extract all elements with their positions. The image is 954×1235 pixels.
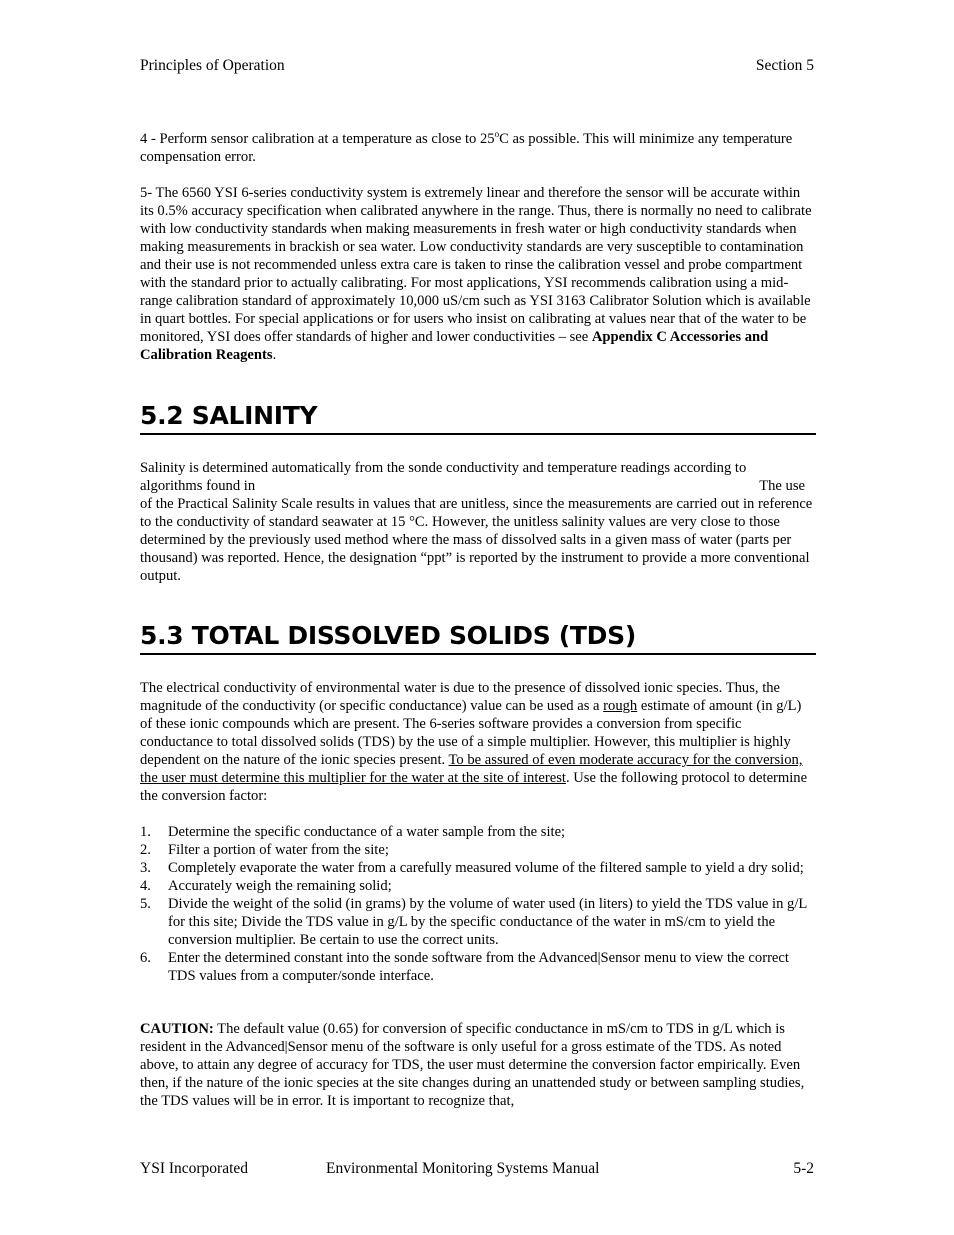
list-item bbox=[140, 877, 814, 895]
underlined-accuracy-note: To be assured of even moderate accuracy for the conversion, the user must determine this multiplier for the water at the site of interest bbox=[140, 752, 803, 786]
paragraph-salinity bbox=[140, 459, 814, 585]
list-item bbox=[140, 841, 814, 859]
paragraph-caution bbox=[140, 1020, 814, 1110]
header-title: Principles of Operation bbox=[140, 57, 285, 74]
list-text: Accurately weigh the remaining solid; bbox=[168, 878, 392, 894]
list-item bbox=[140, 895, 814, 949]
list-number: 3. bbox=[140, 860, 151, 876]
list-item bbox=[140, 859, 814, 877]
list-text: Enter the determined constant into the sonde software from the Advanced|Sensor menu to view the correct TDS values from a computer/sonde interface. bbox=[168, 950, 789, 984]
page-footer bbox=[140, 1160, 814, 1180]
tds-protocol-list bbox=[140, 823, 814, 985]
salinity-line-2-start: algorithms found in bbox=[140, 478, 256, 494]
salinity-line-1: Salinity is determined automatically from the sonde conductivity and temperature readings according to bbox=[140, 460, 747, 476]
caution-text: The default value (0.65) for conversion of specific conductance in mS/cm to TDS in g/L which is resident in the Advanced|Sensor menu of the software is only useful for a gross estimate of the TDS. As noted above, to attain any degree of accuracy for TDS, the user must determine the conversion factor empirically. Even then, if the nature of the ionic species at the site changes during an unattended study or between sampling studies, the TDS values will be in error. It is important to recognize that, bbox=[140, 1021, 805, 1109]
list-number: 1. bbox=[140, 824, 151, 840]
list-text: Filter a portion of water from the site; bbox=[168, 842, 389, 858]
section-heading-tds: 5.3 TOTAL DISSOLVED SOLIDS (TDS) bbox=[140, 621, 816, 655]
list-number: 6. bbox=[140, 950, 151, 966]
paragraph-step-4 bbox=[140, 130, 814, 166]
step-4-text-end: C as possible. This will minimize any temperature compensation error. bbox=[140, 131, 793, 165]
page-header bbox=[140, 57, 814, 75]
footer-company: YSI Incorporated bbox=[140, 1160, 249, 1177]
salinity-rest: of the Practical Salinity Scale results in values that are unitless, since the measurements are carried out in reference to the conductivity of standard seawater at 15 °C. However, the unitless salinity values are very close to those determined by the previously used method where the mass of dissolved salts in a given mass of water (parts per thousand) was reported. Hence, the designation “ppt” is reported by the instrument to provide a more conventional output. bbox=[140, 496, 813, 584]
section-heading-salinity: 5.2 SALINITY bbox=[140, 401, 816, 435]
step-5-text: 5- The 6560 YSI 6-series conductivity system is extremely linear and therefore the sensor will be accurate within its 0.5% accuracy specification when calibrated anywhere in the range. Thus, there is normally no need to calibrate with low conductivity standards when making measurements in fresh water or high conductivity standards when making measurements in brackish or sea water. Low conductivity standards are very susceptible to contamination and their use is not recommended unless extra care is taken to rinse the calibration vessel and probe compartment with the standard prior to actually calibrating. For most applications, YSI recommends calibration using a mid-range calibration standard of approximately 10,000 uS/cm such as YSI 3163 Calibrator Solution which is available in quart bottles. For special applications or for users who insist on calibrating at values near that of the water to be monitored, YSI does offer standards of higher and lower conductivities – see bbox=[140, 185, 812, 345]
list-item bbox=[140, 823, 814, 841]
list-text: Divide the weight of the solid (in grams) by the volume of water used (in liters) to yield the TDS value in g/L for this site; Divide the TDS value in g/L by the specific conductance of the water in mS/cm to yield the conversion multiplier. Be certain to use the correct units. bbox=[168, 896, 807, 948]
tds-intro-c: . Use the following protocol to determine the conversion factor: bbox=[140, 770, 808, 804]
degree-sign: o bbox=[494, 129, 500, 140]
underlined-rough: rough bbox=[603, 698, 638, 714]
list-text: Determine the specific conductance of a water sample from the site; bbox=[168, 824, 566, 840]
list-number: 4. bbox=[140, 878, 151, 894]
step-5-end: . bbox=[272, 347, 277, 363]
footer-page-number: 5-2 bbox=[793, 1160, 814, 1177]
caution-label: CAUTION: bbox=[140, 1021, 214, 1037]
appendix-reference: Appendix C Accessories and Calibration Reagents bbox=[140, 329, 769, 363]
list-number: 5. bbox=[140, 896, 151, 912]
paragraph-tds-intro bbox=[140, 679, 814, 805]
list-text: Completely evaporate the water from a carefully measured volume of the filtered sample to yield a dry solid; bbox=[168, 860, 804, 876]
footer-manual-title: Environmental Monitoring Systems Manual bbox=[326, 1160, 600, 1177]
header-section: Section 5 bbox=[755, 57, 814, 74]
paragraph-step-5 bbox=[140, 184, 814, 364]
list-number: 2. bbox=[140, 842, 151, 858]
tds-intro-a: The electrical conductivity of environmental water is due to the presence of dissolved ionic species. Thus, the magnitude of the conductivity (or specific conductance) value can be used as a bbox=[140, 680, 781, 714]
salinity-line-2 bbox=[140, 477, 814, 495]
list-item bbox=[140, 949, 814, 985]
step-4-text: 4 - Perform sensor calibration at a temperature as close to 25 bbox=[140, 131, 495, 147]
salinity-line-2-end: The use bbox=[759, 478, 805, 494]
tds-intro-b: estimate of amount (in g/L) of these ionic compounds which are present. The 6-series software provides a conversion from specific conductance to total dissolved solids (TDS) by the use of a simple multiplier. However, this multiplier is highly dependent on the nature of the ionic species present. bbox=[140, 698, 802, 768]
